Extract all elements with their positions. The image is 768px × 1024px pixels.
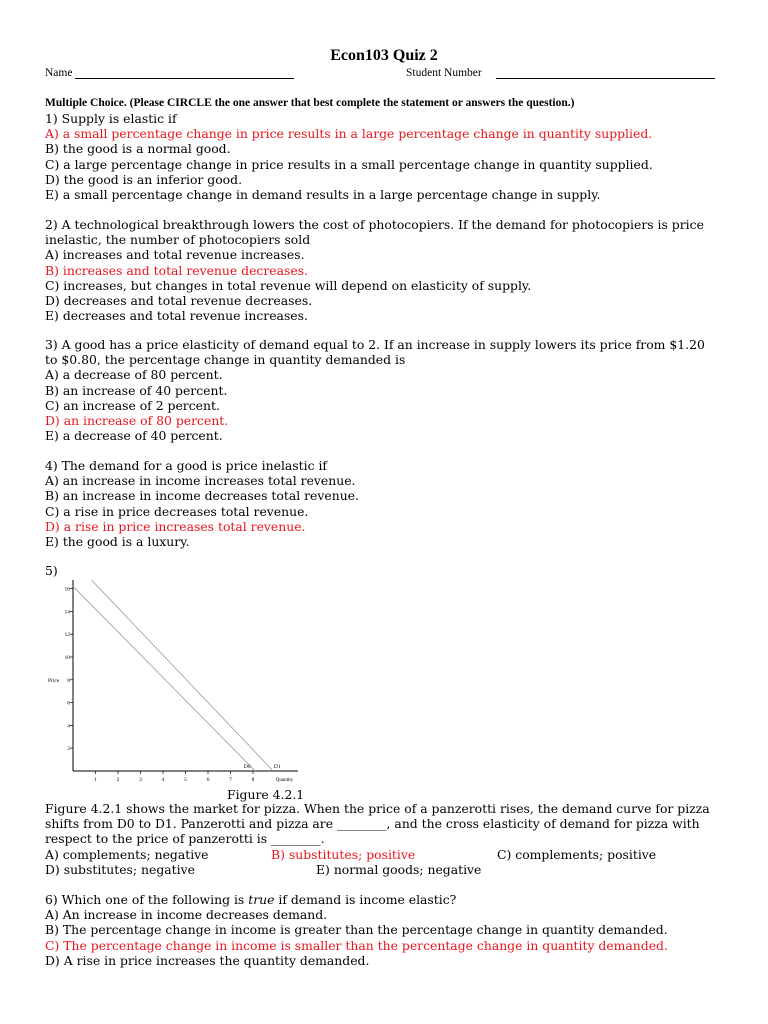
chart-labels xyxy=(48,678,294,783)
y-tick-label: 4 xyxy=(67,723,70,730)
demand-curve-d0 xyxy=(73,586,255,771)
question-3 xyxy=(45,337,705,443)
y-tick-label: 8 xyxy=(67,677,70,684)
question-stem: to $0.80, the percentage change in quantity demanded is xyxy=(45,352,406,368)
question-stem: 4) The demand for a good is price inelastic if xyxy=(45,458,328,473)
question-stem: shifts from D0 to D1. Panzerotti and pizza are ________, and the cross elasticity of demand for pizza with xyxy=(45,816,700,832)
option-a[interactable]: A) an increase in income increases total revenue. xyxy=(45,473,356,489)
option-a-answer[interactable]: A) a small percentage change in price results in a large percentage change in quantity supplied. xyxy=(45,126,653,142)
question-stem: 2) A technological breakthrough lowers the cost of photocopiers. If the demand for photocopiers is price xyxy=(45,217,704,232)
question-stem: 3) A good has a price elasticity of demand equal to 2. If an increase in supply lowers its price from $1.20 xyxy=(45,337,705,352)
option-c[interactable]: C) a rise in price decreases total revenue. xyxy=(45,503,309,519)
x-tick-label: 8 xyxy=(251,777,255,783)
option-d[interactable]: D) decreases and total revenue decreases. xyxy=(45,292,313,308)
chart-axes xyxy=(73,580,298,771)
x-tick-label: 2 xyxy=(116,777,120,783)
x-tick-label: 4 xyxy=(161,777,165,783)
chart-ticks xyxy=(65,587,255,783)
y-tick-label: 12 xyxy=(64,632,70,639)
question-stem: 6) Which one of the following is true if demand is income elastic? xyxy=(45,892,457,907)
option-c-answer[interactable]: C) The percentage change in income is smaller than the percentage change in quantity demanded. xyxy=(45,937,668,953)
question-4 xyxy=(45,458,359,549)
option-b[interactable]: B) The percentage change in income is greater than the percentage change in quantity demanded. xyxy=(45,922,668,938)
name-label: Name xyxy=(45,67,73,79)
student-number-label: Student Number xyxy=(406,67,482,79)
option-b-answer[interactable]: B) substitutes; positive xyxy=(271,847,416,862)
x-tick-label: 6 xyxy=(206,777,210,783)
x-tick-label: 5 xyxy=(184,777,187,783)
option-d[interactable]: D) substitutes; negative xyxy=(45,862,195,877)
y-tick-label: 14 xyxy=(64,609,70,616)
option-e[interactable]: E) decreases and total revenue increases. xyxy=(45,308,308,324)
option-e[interactable]: E) a decrease of 40 percent. xyxy=(45,428,223,444)
y-tick-label: 10 xyxy=(64,655,70,661)
curve-label-d1: D1 xyxy=(273,764,281,770)
student-number-field[interactable] xyxy=(496,78,715,79)
option-a[interactable]: A) An increase in income decreases demand. xyxy=(45,907,328,923)
demand-chart xyxy=(44,580,314,786)
question-5 xyxy=(45,801,710,847)
option-a[interactable]: A) a decrease of 80 percent. xyxy=(45,367,223,383)
y-tick-label: 16 xyxy=(64,586,70,593)
option-a[interactable]: A) complements; negative xyxy=(45,847,209,862)
name-field[interactable] xyxy=(75,78,294,79)
option-e[interactable]: E) a small percentage change in demand results in a large percentage change in supply. xyxy=(45,186,601,202)
option-c[interactable]: C) increases, but changes in total revenue will depend on elasticity of supply. xyxy=(45,277,532,293)
x-tick-label: 7 xyxy=(229,777,232,783)
question-stem: inelastic, the number of photocopiers sold xyxy=(45,232,311,248)
question-stem: Figure 4.2.1 shows the market for pizza. When the price of a panzerotti rises, the demand curve for pizza xyxy=(45,801,710,816)
y-axis-label: Price xyxy=(48,677,60,684)
option-e[interactable]: E) the good is a luxury. xyxy=(45,533,190,549)
x-tick-label: 3 xyxy=(139,777,142,783)
question-1 xyxy=(45,111,653,202)
question-5-number: 5) xyxy=(45,563,58,578)
curve-label-d0: D0 xyxy=(243,764,251,770)
question-stem: respect to the price of panzerotti is ________. xyxy=(45,831,325,847)
question-6 xyxy=(45,892,668,968)
option-b-answer[interactable]: B) increases and total revenue decreases. xyxy=(45,262,308,278)
option-b[interactable]: B) the good is a normal good. xyxy=(45,141,231,157)
option-d[interactable]: D) A rise in price increases the quantity demanded. xyxy=(45,952,370,968)
option-c[interactable]: C) a large percentage change in price results in a small percentage change in quantity supplied. xyxy=(45,156,653,172)
option-d-answer[interactable]: D) a rise in price increases total revenue. xyxy=(45,518,306,534)
figure-caption: Figure 4.2.1 xyxy=(227,787,305,802)
x-axis-label: Quantity xyxy=(275,778,294,783)
option-c[interactable]: C) complements; positive xyxy=(497,847,657,862)
y-tick-label: 2 xyxy=(67,746,70,753)
x-tick-label: 1 xyxy=(94,777,97,783)
option-b[interactable]: B) an increase in income decreases total revenue. xyxy=(45,488,359,504)
demand-curve-d1 xyxy=(91,580,273,771)
option-b[interactable]: B) an increase of 40 percent. xyxy=(45,382,228,398)
question-2 xyxy=(45,217,704,323)
option-d[interactable]: D) the good is an inferior good. xyxy=(45,171,243,187)
option-c[interactable]: C) an increase of 2 percent. xyxy=(45,397,220,413)
quiz-title: Econ103 Quiz 2 xyxy=(330,47,438,64)
question-stem: 1) Supply is elastic if xyxy=(45,111,177,126)
option-e[interactable]: E) normal goods; negative xyxy=(316,862,482,877)
chart-lines xyxy=(73,580,273,771)
y-tick-label: 6 xyxy=(67,700,70,707)
option-a[interactable]: A) increases and total revenue increases. xyxy=(45,247,305,263)
instructions: Multiple Choice. (Please CIRCLE the one answer that best complete the statement or answers the question.) xyxy=(45,97,575,109)
option-d-answer[interactable]: D) an increase of 80 percent. xyxy=(45,412,229,428)
